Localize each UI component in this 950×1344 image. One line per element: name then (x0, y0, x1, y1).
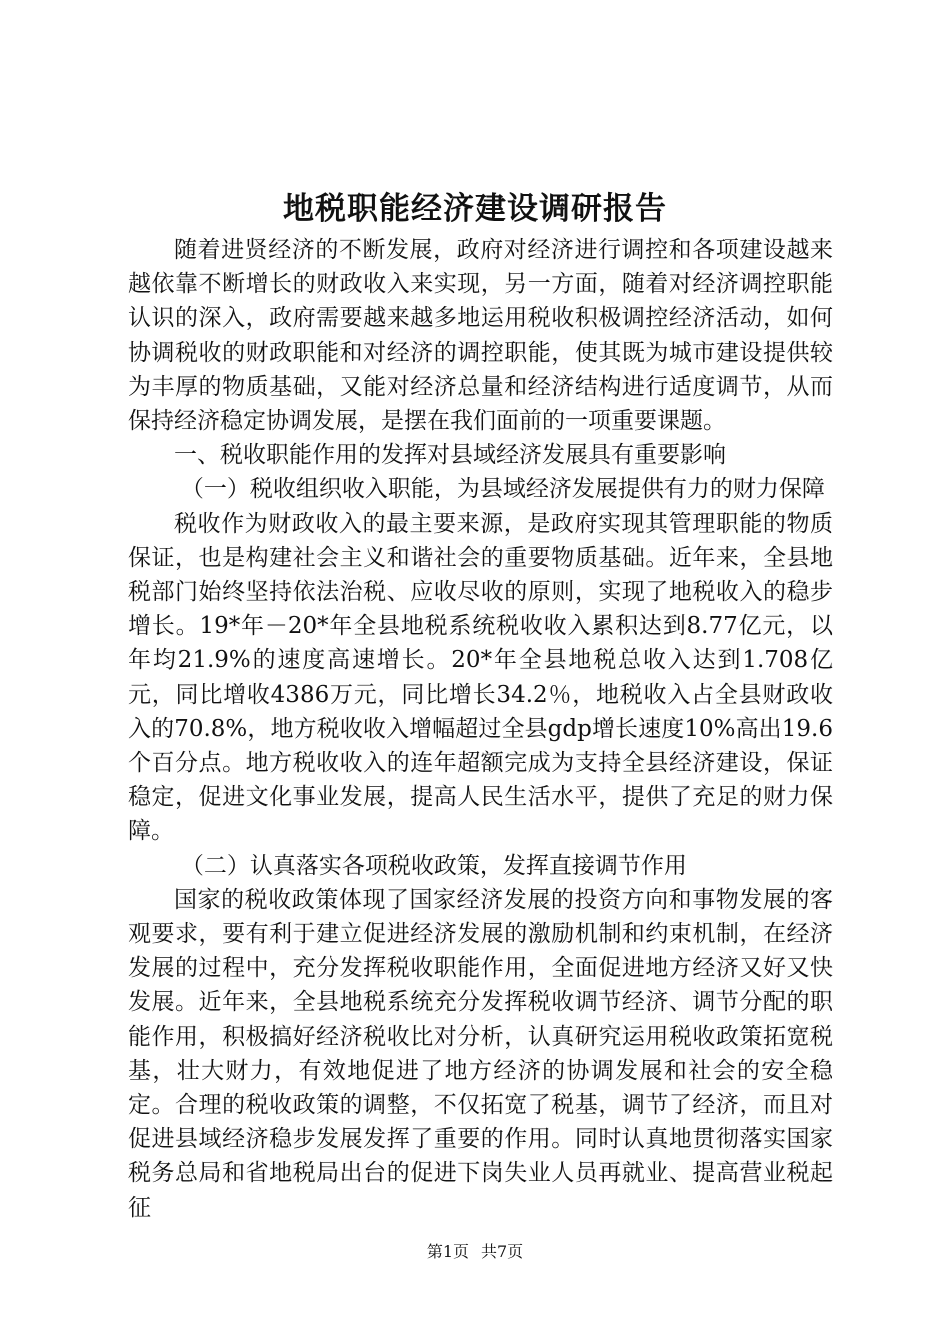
subsection-heading-2: （二）认真落实各项税收政策，发挥直接调节作用 (180, 852, 687, 879)
document-title: 地税职能经济建设调研报告 (283, 191, 667, 227)
page-number: 第1页 (426, 1242, 469, 1261)
body-paragraph-1: 税收作为财政收入的最主要来源，是政府实现其管理职能的物质保证，也是构建社会主义和谐社会的重要物质基础。近年来，全县地税部门始终坚持依法治税、应收尽收的原则，实现了地税收入的稳步增长。19*年－20*年全县地税系统税收收入累积达到8.77亿元，以年均21.9%的速度高速增长。20*年全县地税总收入达到1.708亿元，同比增收4386万元，同比增长34.2％，地税收入占全县财政收入的70.8%，地方税收收入增幅超过全县gdp增长速度10%高出19.6个百分点。地方税收收入的连年超额完成为支持全县经济建设，保证稳定，促进文化事业发展，提高人民生活水平，提供了充足的财力保障。 (128, 510, 833, 845)
body-paragraph-2: 国家的税收政策体现了国家经济发展的投资方向和事物发展的客观要求，要有利于建立促进经济发展的激励机制和约束机制，在经济发展的过程中，充分发挥税收职能作用，全面促进地方经济又好又快发展。近年来，全县地税系统充分发挥税收调节经济、调节分配的职能作用，积极搞好经济税收比对分析，认真研究运用税收政策拓宽税基，壮大财力，有效地促进了地方经济的协调发展和社会的安全稳定。合理的税收政策的调整，不仅拓宽了税基，调节了经济，而且对促进县域经济稳步发展发挥了重要的作用。同时认真地贯彻落实国家税务总局和省地税局出台的促进下岗失业人员再就业、提高营业税起征 (128, 886, 833, 1221)
subsection-heading-1: （一）税收组织收入职能，为县域经济发展提供有力的财力保障 (180, 476, 825, 503)
document-body (128, 233, 833, 1225)
page-total: 共7页 (481, 1242, 524, 1261)
intro-paragraph: 随着进贤经济的不断发展，政府对经济进行调控和各项建设越来越依靠不断增长的财政收入来实现，另一方面，随着对经济调控职能认识的深入，政府需要越来越多地运用税收积极调控经济活动，如何协调税收的财政职能和对经济的调控职能，使其既为城市建设提供较为丰厚的物质基础，又能对经济总量和经济结构进行适度调节，从而保持经济稳定协调发展，是摆在我们面前的一项重要课题。 (128, 237, 833, 435)
section-heading-1: 一、税收职能作用的发挥对县域经济发展具有重要影响 (174, 442, 726, 469)
page-footer (0, 1240, 950, 1264)
